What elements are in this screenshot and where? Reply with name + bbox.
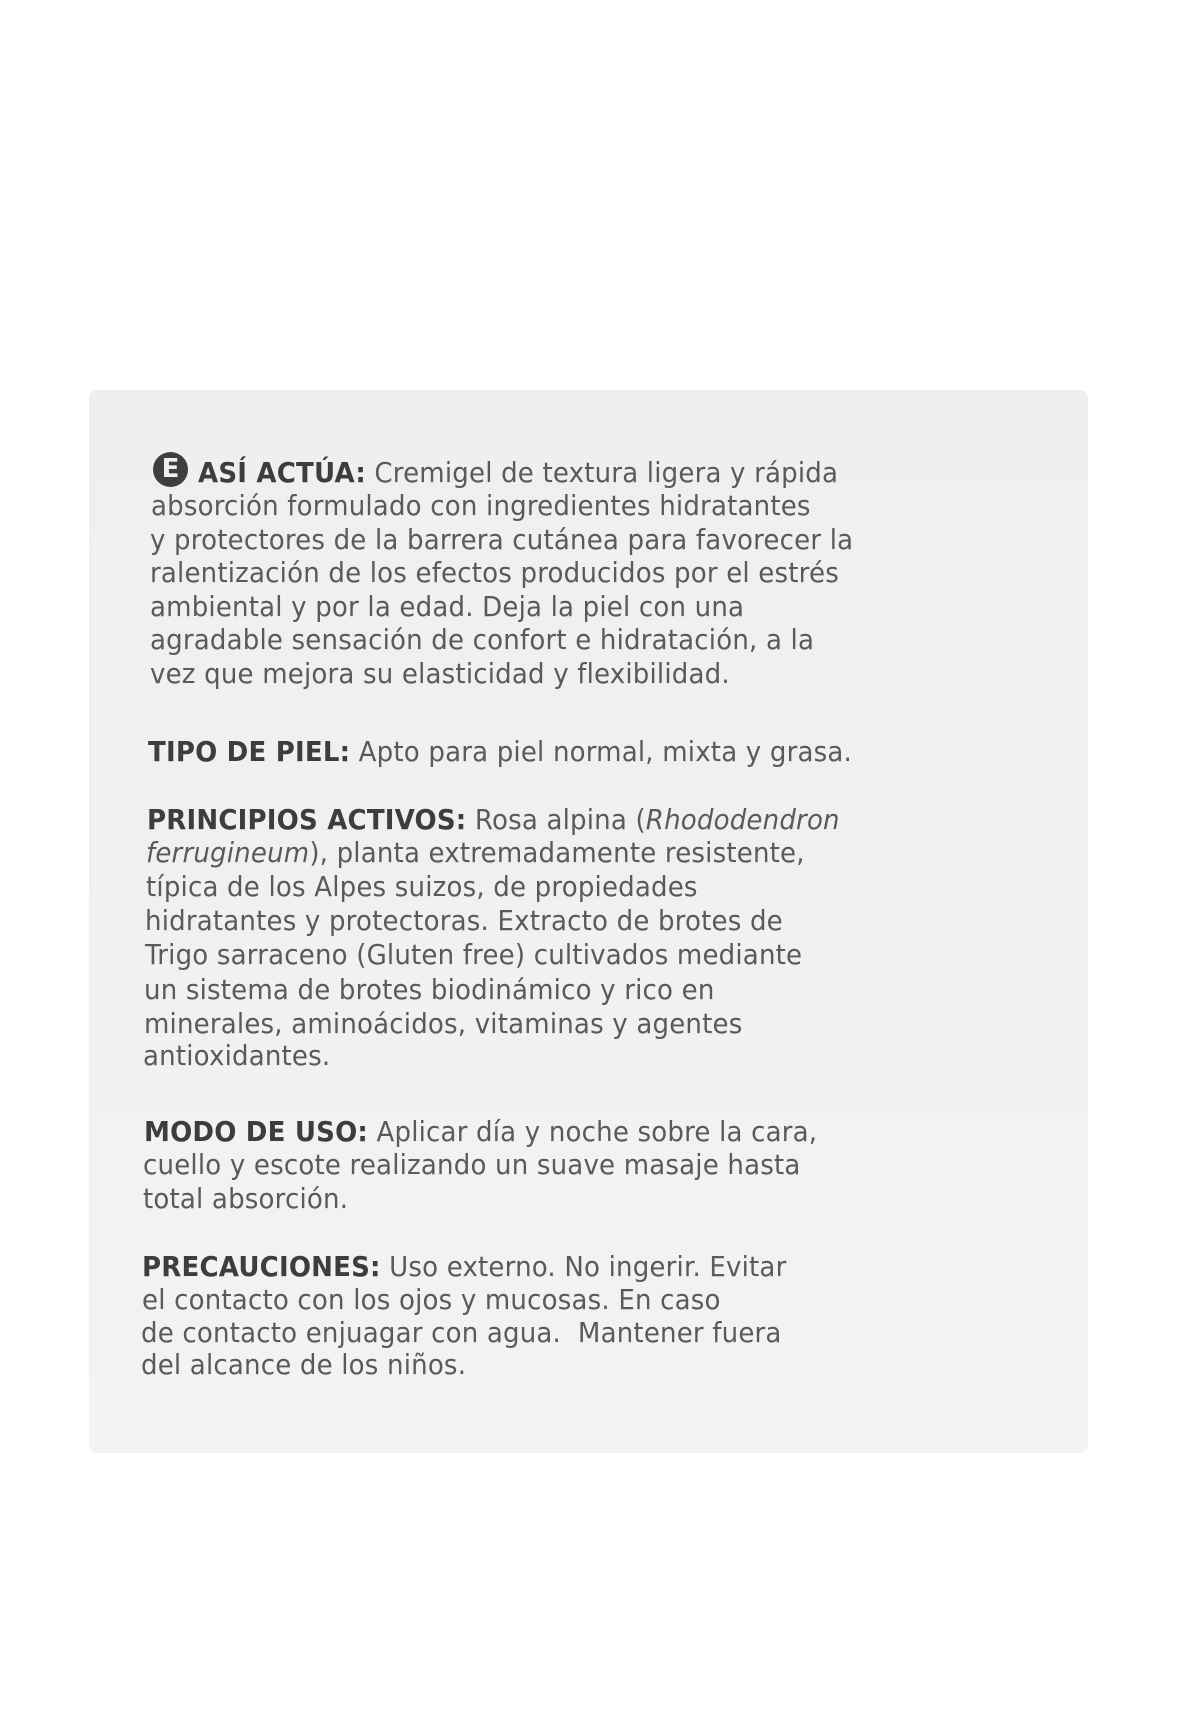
asi-actua-line-3: y protectores de la barrera cutánea para favorecer la [150, 523, 854, 556]
tipo-de-piel-label: TIPO DE PIEL: [148, 735, 351, 768]
principios-activos-italic-2: ferrugineum [146, 836, 310, 869]
principios-activos-line-8: antioxidantes. [143, 1039, 331, 1072]
asi-actua-line-2: absorción formulado con ingredientes hidratantes [151, 489, 811, 522]
modo-de-uso-line-1 [144, 1115, 817, 1149]
tipo-de-piel-line [148, 735, 852, 769]
principios-activos-text-2: ), planta extremadamente resistente, [309, 836, 805, 869]
principios-activos-label: PRINCIPIOS ACTIVOS: [147, 803, 467, 836]
asi-actua-line-5: ambiental y por la edad. Deja la piel con una [150, 590, 745, 623]
modo-de-uso-text: Aplicar día y noche sobre la cara, [368, 1115, 818, 1148]
principios-activos-line-4: hidratantes y protectoras. Extracto de brotes de [145, 904, 783, 937]
principios-activos-line-3: típica de los Alpes suizos, de propiedades [146, 870, 698, 903]
principios-activos-italic-1: Rhododendron [645, 803, 840, 836]
language-badge-e-icon: E [153, 452, 188, 487]
precauciones-label: PRECAUCIONES: [142, 1250, 381, 1283]
asi-actua-label: ASÍ ACTÚA: [198, 456, 366, 489]
precauciones-text: Uso externo. No ingerir. Evitar [380, 1250, 787, 1283]
precauciones-line-1 [142, 1250, 786, 1284]
asi-actua-line-6: agradable sensación de confort e hidratación, a la [150, 623, 815, 656]
tipo-de-piel-text: Apto para piel normal, mixta y grasa. [350, 735, 852, 768]
principios-activos-line-1 [147, 803, 840, 837]
modo-de-uso-label: MODO DE USO: [144, 1115, 369, 1148]
modo-de-uso-line-3: total absorción. [143, 1182, 349, 1215]
modo-de-uso-line-2: cuello y escote realizando un suave masaje hasta [143, 1148, 801, 1181]
precauciones-line-4: del alcance de los niños. [141, 1348, 467, 1381]
asi-actua-line-1 [198, 456, 838, 490]
principios-activos-line-2 [146, 836, 805, 870]
principios-activos-line-5: Trigo sarraceno (Gluten free) cultivados mediante [145, 938, 803, 971]
principios-activos-line-6: un sistema de brotes biodinámico y rico en [144, 973, 715, 1006]
asi-actua-line-4: ralentización de los efectos producidos por el estrés [150, 556, 839, 589]
asi-actua-line-7: vez que mejora su elasticidad y flexibilidad. [150, 657, 730, 690]
precauciones-line-2: el contacto con los ojos y mucosas. En caso [142, 1283, 721, 1316]
principios-activos-line-7: minerales, aminoácidos, vitaminas y agentes [144, 1007, 743, 1040]
asi-actua-text: Cremigel de textura ligera y rápida [365, 456, 839, 489]
principios-activos-text: Rosa alpina ( [466, 803, 646, 836]
precauciones-line-3: de contacto enjuagar con agua. Mantener fuera [141, 1316, 782, 1349]
